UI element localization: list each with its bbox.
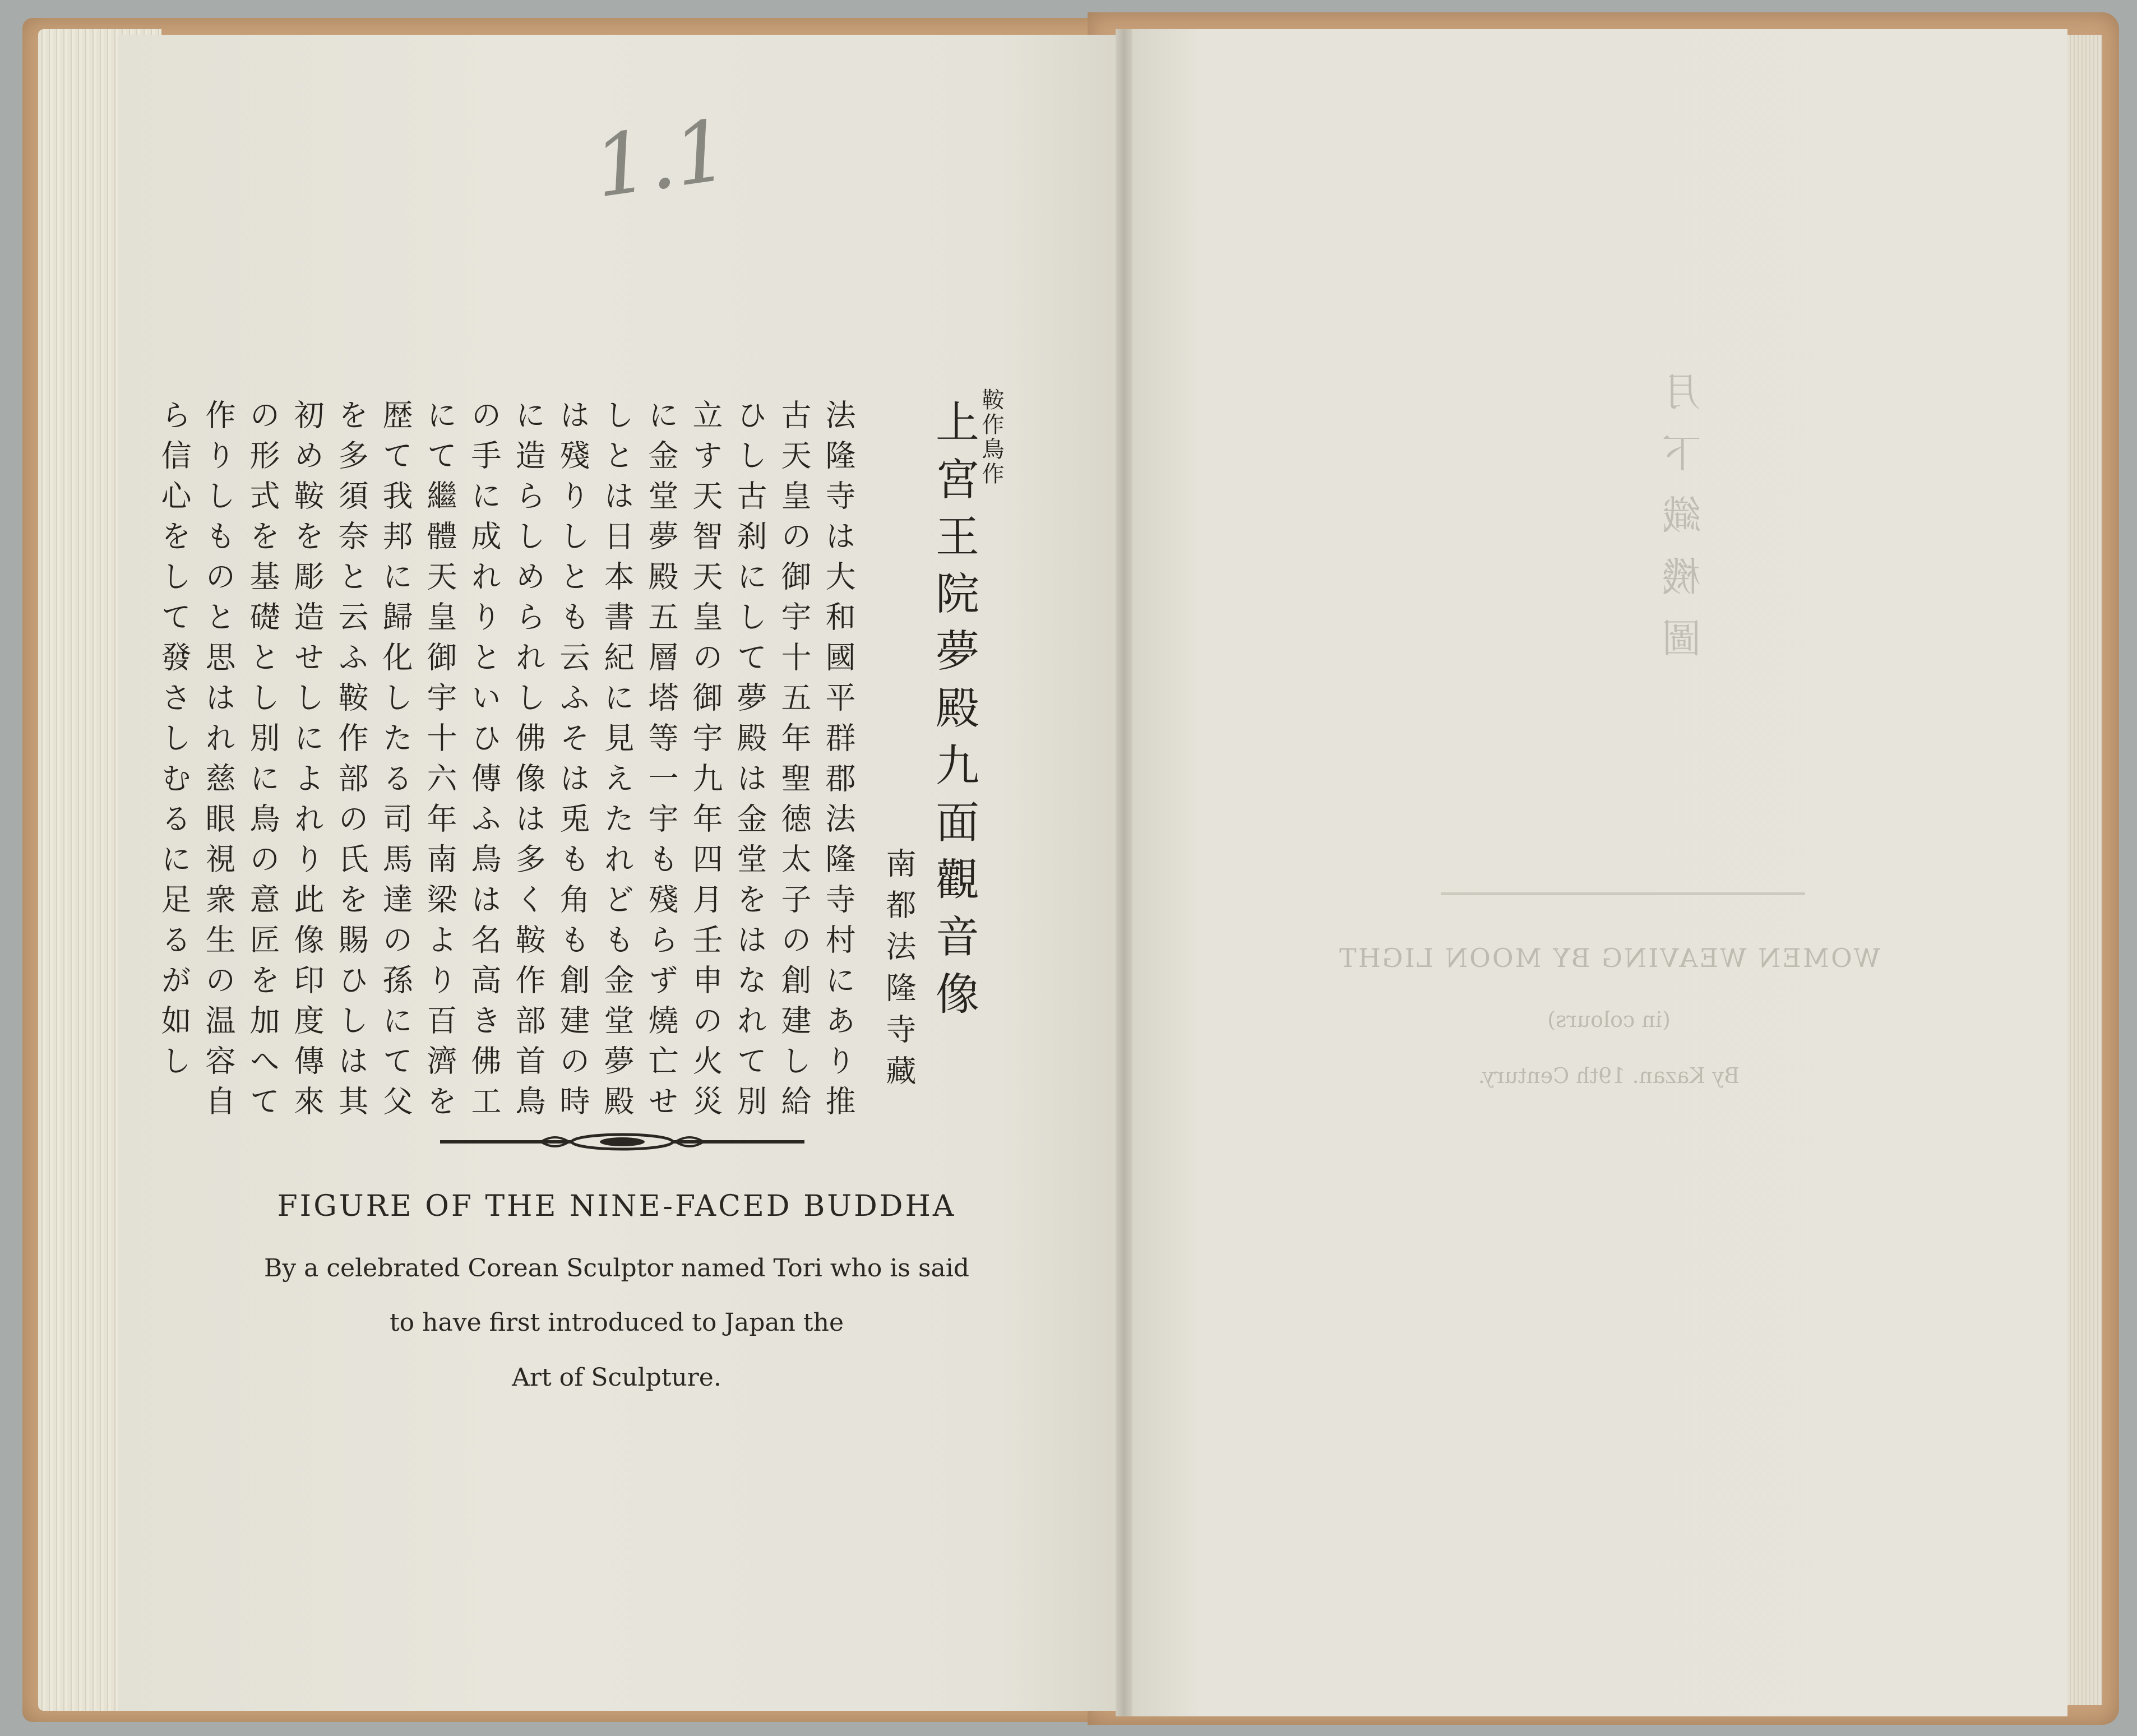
open-book [22,12,2119,1728]
japanese-description: 法隆寺は大和國平群郡法隆寺村にあり推古天皇の御宇十五年聖徳太子の創建し給ひし古刹にして夢殿は金堂をはなれて別立す天智天皇の御宇九年四月壬申の火災に金堂夢殿五層塔等一宇も殘らず燒亡せしとは日本書紀に見えたれども金堂夢殿は殘りしとも云ふそは兎も角も創建の時に造らしめられし佛像は多く鞍作部首鳥の手に成れりといひ傳ふ鳥は名高き佛工にて繼體天皇御宇十六年南梁より百濟を歴て我邦に歸化したる司馬達の孫にて父を多須奈と云ふ鞍作部の氏を賜ひしは其初め鞍を彫造せしによれり此像印度傳來の形式を基礎とし別に鳥の意匠を加へて作りしものと思はれ慈眼視衆生の温容自ら信心をして發さしむるに足るが如し [156,399,856,1126]
pencil-annotation: 1.1 [588,101,734,217]
right-page-edges [2063,35,2102,1705]
caption-line: to have first introduced to Japan the [389,1308,844,1337]
bleed-english-title: WOMEN WEAVING BY MOON LIGHT [1338,943,1880,973]
bleed-english-credit: By Kazan. 19th Century. [1478,1063,1740,1088]
caption-line: Art of Sculpture. [512,1363,721,1392]
bleed-title: 月下織機圖 [1662,371,1708,679]
collection-holder: 南都法隆寺藏 [881,848,917,1096]
ornament-divider [440,1131,804,1153]
caption-line: By a celebrated Corean Sculptor named Tori who is said [264,1254,969,1283]
bleed-divider [1441,892,1805,895]
book-gutter [1116,29,1132,1716]
bleed-english-subtitle: (in colours) [1547,1007,1671,1032]
sculptor-credit: 鞍作鳥作 [978,388,1004,487]
japanese-title: 上宮王院夢殿九面觀音像 [928,399,979,1028]
caption-title: FIGURE OF THE NINE-FACED BUDDHA [277,1189,956,1223]
